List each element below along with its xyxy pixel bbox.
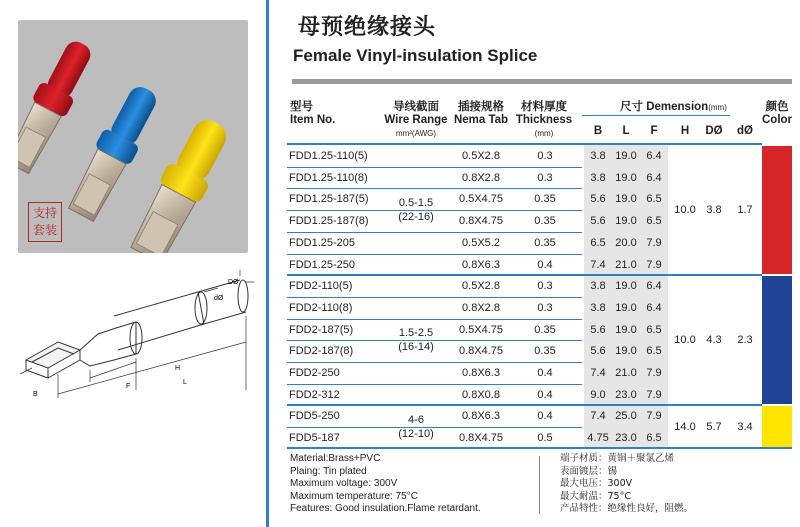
cell-H: 10.0 [674,204,696,217]
note-material: Material:Brass+PVC [290,453,381,464]
dim-label-B: B [33,391,38,398]
cell-wire-range: 4-6 [408,414,424,427]
header-color-en: Color [761,114,793,126]
cell-thick: 0.5 [537,432,553,445]
header-color-cn: 颜色 [765,101,789,113]
note-voltage: Maximum voltage: 300V [290,478,398,490]
cell-thick: 0.4 [537,367,553,379]
header-B: B [593,125,603,137]
cell-B: 7.4 [590,367,606,379]
cell-L: 19.0 [615,215,637,228]
group-separator [287,143,762,145]
note-cn-temperature: 最大耐温：75°C [560,490,631,502]
cell-tab: 0.5X2.8 [462,150,500,162]
cell-B: 5.6 [590,193,606,206]
cell-item: FDD5-250 [289,410,340,423]
cell-awg: (12-10) [398,428,434,441]
cell-item: FDD2-187(8) [289,345,354,358]
row-separator [287,384,582,385]
cell-F: 7.9 [646,258,662,271]
cell-tab: 0.5X4.75 [458,323,504,336]
cell-item: FDD1.25-187(5) [289,193,369,206]
cell-B: 5.6 [590,323,606,336]
cell-tab: 0.8X2.8 [462,171,500,184]
cell-L: 19.0 [615,171,637,184]
stamp-line-2: 套装 [32,223,57,237]
cell-awg: (22-16) [398,211,434,224]
cell-thick: 0.3 [537,171,553,184]
header-L: L [622,125,630,137]
header-item [290,101,335,127]
header-dimension-cn: 尺寸 [620,101,643,113]
cell-tab: 0.5X2.8 [462,280,500,293]
table-bottom-rule [287,447,792,449]
cell-item: FDD2-110(8) [289,301,353,314]
cell-d: 2.3 [737,334,753,347]
cell-item: FDD2-187(5) [289,323,354,336]
cell-thick: 0.3 [537,301,553,314]
header-dimension-unit: (mm) [708,103,727,112]
header-wire-cn: 导线截面 [393,101,439,113]
cell-B: 7.4 [590,258,606,271]
color-swatch [762,146,792,274]
cell-item: FDD1.25-110(8) [289,171,368,184]
cell-wire-range: 0.5-1.5 [398,197,434,210]
cell-item: FDD1.25-205 [289,236,356,249]
header-dimension [620,101,727,114]
cell-F: 6.4 [646,301,662,314]
cell-tab: 0.5X4.75 [458,193,504,206]
cell-tab: 0.5X5.2 [462,236,500,249]
header-thickness-en: Thickness [515,114,573,126]
header-tab-en: Nema Tab [453,114,509,126]
cell-B: 4.75 [587,432,609,445]
cell-B: 3.8 [590,301,606,314]
header-thickness-unit: (mm) [534,129,554,138]
note-cn-plating: 表面镀层：锡 [560,465,618,477]
dim-label-F: F [126,383,131,390]
stamp-line-1: 支持 [32,206,57,220]
row-separator [287,167,582,168]
dim-label-D: DØ [228,279,239,286]
cell-item: FDD2-110(5) [289,280,353,293]
note-temperature: Maximum temperature: 75°C [290,490,418,502]
page-title-en: Female Vinyl-insulation Splice [293,46,538,65]
header-wire-en: Wire Range [384,114,448,126]
row-separator [287,188,582,189]
row-separator [287,254,582,255]
dim-label-H: H [175,365,181,372]
cell-B: 3.8 [590,150,606,162]
cell-F: 6.5 [646,215,662,228]
header-dimension-en: Demension [646,101,709,113]
dimension-shading [584,145,668,275]
row-separator [287,362,582,363]
cell-F: 7.9 [646,367,662,379]
cell-F: 7.9 [646,410,662,423]
cell-B: 3.8 [590,280,606,293]
cell-F: 6.4 [646,280,662,293]
cell-tab: 0.8X0.8 [462,388,500,401]
group-separator [287,404,762,406]
cell-F: 6.5 [646,193,662,206]
page-title-cn: 母预绝缘接头 [298,15,437,40]
cell-tab: 0.8X4.75 [458,345,504,358]
header-H: H [680,125,690,137]
cell-thick: 0.35 [534,323,556,336]
cell-L: 21.0 [615,258,637,271]
header-thickness-cn: 材料厚度 [521,101,567,113]
cell-thick: 0.3 [537,150,553,162]
cell-L: 19.0 [615,301,637,314]
cell-thick: 0.4 [537,258,553,271]
header-D: DØ [705,125,723,137]
cell-thick: 0.4 [537,388,553,401]
cell-L: 19.0 [615,150,637,162]
cell-tab: 0.8X6.3 [462,258,500,271]
note-cn-voltage: 最大电压：300V [560,478,633,490]
cell-B: 6.5 [590,236,606,249]
cell-L: 23.0 [615,432,637,445]
header-color [757,101,797,127]
header-wire-unit: mm²(AWG) [395,129,437,138]
cell-L: 23.0 [615,388,637,401]
dimension-shading [584,275,668,405]
color-swatch [762,406,792,447]
row-separator [287,319,582,320]
cell-tab: 0.8X4.75 [458,215,504,228]
cell-tab: 0.8X2.8 [462,301,500,314]
cell-F: 6.5 [646,323,662,336]
cell-B: 5.6 [590,345,606,358]
cell-H: 10.0 [674,334,696,347]
cell-item: FDD1.25-187(8) [289,215,369,228]
cell-D: 4.3 [706,334,722,347]
cell-thick: 0.35 [534,215,556,228]
stamp [28,202,62,242]
cell-F: 6.5 [646,432,662,445]
cell-D: 5.7 [706,421,722,434]
cell-B: 7.4 [590,410,606,423]
notes-divider [539,456,540,514]
cell-thick: 0.35 [534,236,556,249]
cell-tab: 0.8X6.3 [462,410,500,423]
cell-item: FDD2-250 [289,367,340,379]
cell-B: 5.6 [590,215,606,228]
header-wire [380,101,452,140]
cell-thick: 0.3 [537,280,553,293]
group-separator [287,274,762,276]
cell-F: 6.4 [646,171,662,184]
header-F: F [650,125,658,137]
cell-item: FDD1.25-110(5) [289,150,368,162]
notes-cn [560,453,693,516]
cell-L: 19.0 [615,280,637,293]
header-thickness [513,101,575,140]
cell-F: 7.9 [646,236,662,249]
note-features: Features: Good insulation.Flame retardant. [290,503,481,515]
cell-B: 9.0 [590,388,606,401]
cell-H: 14.0 [674,421,696,434]
cell-thick: 0.35 [534,345,556,358]
note-cn-material: 端子材质：黄铜＋聚氯乙烯 [560,453,675,464]
cell-awg: (16-14) [398,341,434,354]
product-photo [18,20,248,253]
header-item-en: Item No. [290,114,336,126]
header-tab-cn: 插接规格 [458,101,504,113]
row-separator [287,297,582,298]
cell-d: 1.7 [737,204,753,217]
row-separator [287,232,582,233]
divider-vertical [266,0,269,527]
cell-L: 19.0 [615,345,637,358]
cell-D: 3.8 [706,204,722,217]
cell-L: 20.0 [615,236,637,249]
cell-item: FDD5-187 [289,432,340,445]
cell-F: 6.4 [646,150,662,162]
cell-F: 7.9 [646,388,662,401]
note-plating: Plaing: Tin plated [290,465,367,477]
dim-label-L: L [183,379,187,386]
header-item-cn: 型号 [290,101,313,113]
cell-F: 6.5 [646,345,662,358]
title-underline [292,79,792,84]
dim-label-d: dØ [214,295,224,302]
cell-item: FDD1.25-250 [289,258,356,271]
cell-L: 25.0 [615,410,637,423]
header-d: dØ [737,125,753,137]
cell-tab: 0.8X6.3 [462,367,500,379]
dimension-header-rule [582,115,730,116]
cell-tab: 0.8X4.75 [458,432,504,445]
note-cn-features: 产品特性：绝缘性良好，阻燃。 [560,503,694,515]
header-tab [452,101,510,127]
cell-B: 3.8 [590,171,606,184]
notes-en [290,453,481,516]
cell-thick: 0.4 [537,410,553,423]
cell-d: 3.4 [737,421,753,434]
cell-wire-range: 1.5-2.5 [398,327,434,340]
technical-drawing [18,270,258,420]
cell-L: 19.0 [615,193,637,206]
cell-L: 21.0 [615,367,637,379]
cell-item: FDD2-312 [289,388,340,401]
color-swatch [762,276,792,404]
cell-thick: 0.35 [534,193,556,206]
cell-L: 19.0 [615,323,637,336]
